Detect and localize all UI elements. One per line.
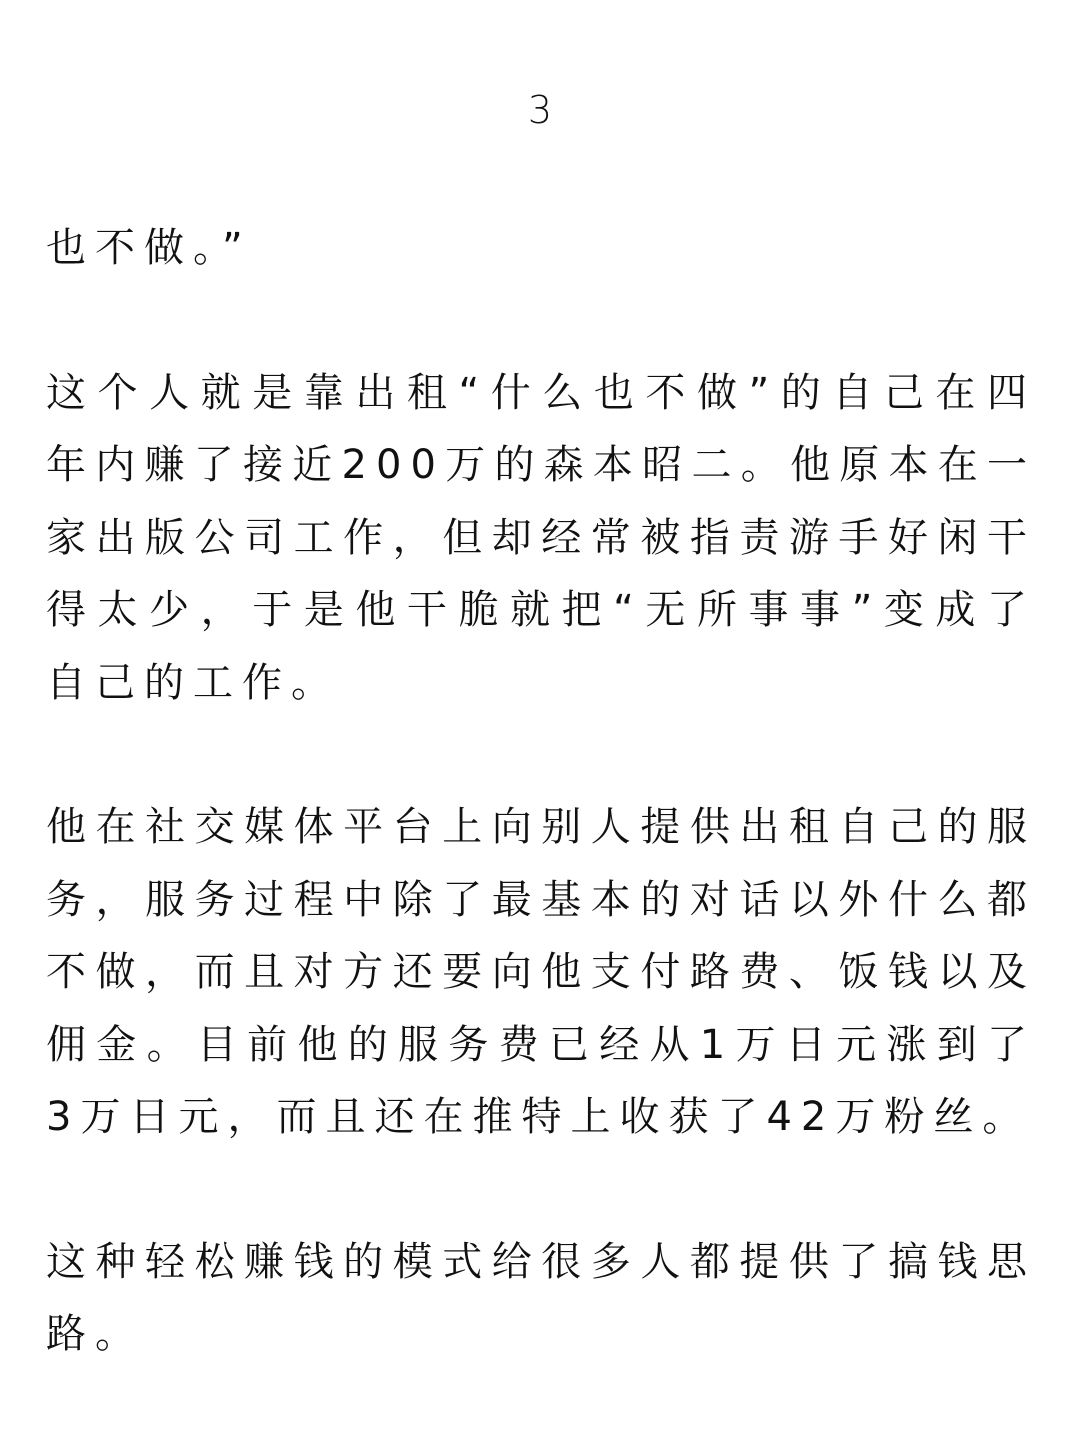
page-number: 3 [527, 88, 553, 132]
paragraph-4: 这种轻松赚钱的模式给很多人都提供了搞钱思路。 [46, 1238, 1036, 1357]
paragraph-spacer [46, 1154, 1036, 1226]
paragraph-1: 也不做。” [46, 225, 252, 271]
paragraph-2: 这个人就是靠出租“什么也不做”的自己在四年内赚了接近200万的森本昭二。他原本在一家出版公司工作，但却经常被指责游手好闲干得太少，于是他干脆就把“无所事事”变成了自己的工作。 [46, 369, 1036, 706]
article-body [46, 212, 1036, 1371]
paragraph-spacer [46, 719, 1036, 791]
paragraph-spacer [46, 285, 1036, 357]
paragraph-3: 他在社交媒体平台上向别人提供出租自己的服务，服务过程中除了最基本的对话以外什么都不做，而且对方还要向他支付路费、饭钱以及佣金。目前他的服务费已经从1万日元涨到了3万日元，而且还在推特上收获了42万粉丝。 [46, 804, 1036, 1140]
